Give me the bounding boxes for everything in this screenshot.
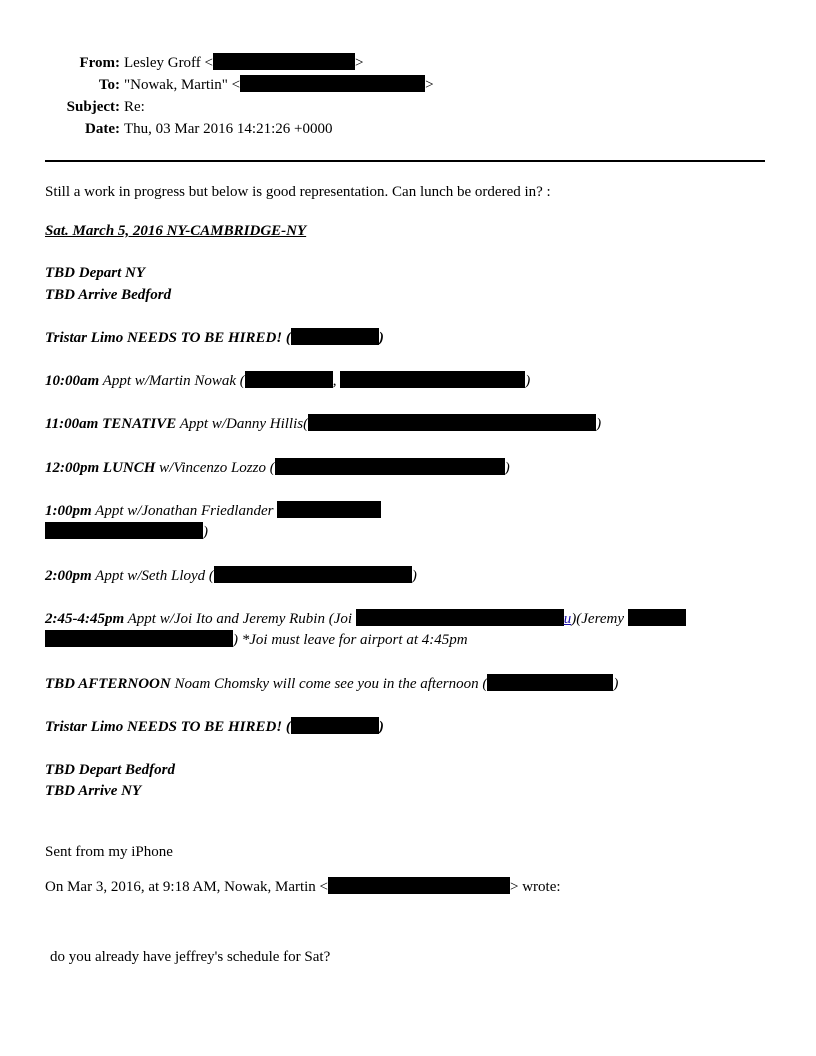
event-245pm: 2:45-4:45pm Appt w/Joi Ito and Jeremy Rubin (Joi u)(Jeremy <box>45 609 686 629</box>
email-link[interactable]: u <box>563 611 572 627</box>
from-label: From: <box>79 55 120 71</box>
redaction-box <box>291 328 379 345</box>
header-divider <box>45 160 765 162</box>
redaction-box <box>628 609 686 626</box>
limo-note-2: Tristar Limo NEEDS TO BE HIRED! ( ) <box>45 719 384 735</box>
from-name: Lesley Groff < <box>124 55 213 71</box>
to-name: "Nowak, Martin" < <box>124 77 241 93</box>
event-afternoon: TBD AFTERNOON Noam Chomsky will come see you in the afternoon ( ) <box>45 676 619 692</box>
event-1pm: 1:00pm Appt w/Jonathan Friedlander <box>45 501 381 521</box>
depart-ny: TBD Depart NY <box>45 265 145 281</box>
redaction-box <box>240 75 425 92</box>
redaction-box <box>340 371 525 388</box>
redaction-box <box>487 674 613 691</box>
redaction-box <box>275 458 505 475</box>
redaction-box <box>45 630 233 647</box>
subject-label: Subject: <box>66 99 120 115</box>
redaction-box <box>308 414 596 431</box>
redaction-box <box>277 501 381 518</box>
redaction-box <box>45 522 203 539</box>
signature: Sent from my iPhone <box>45 844 173 860</box>
to-value: "Nowak, Martin" < > <box>124 77 434 93</box>
event-1pm-cont: ) <box>45 522 208 542</box>
arrive-bedford: TBD Arrive Bedford <box>45 287 172 303</box>
redaction-box <box>291 717 379 734</box>
depart-bedford: TBD Depart Bedford <box>45 762 175 778</box>
to-label: To: <box>98 77 120 93</box>
event-11am: 11:00am TENATIVE Appt w/Danny Hillis( ) <box>45 416 602 432</box>
quoted-message: do you already have jeffrey's schedule for Sat? <box>50 949 331 965</box>
event-12pm: 12:00pm LUNCH w/Vincenzo Lozzo ( ) <box>45 460 510 476</box>
event-2pm: 2:00pm Appt w/Seth Lloyd ( ) <box>45 568 417 584</box>
event-10am: 10:00am Appt w/Martin Nowak ( , ) <box>45 373 531 389</box>
redaction-box <box>328 877 510 894</box>
redaction-box <box>214 566 412 583</box>
limo-note-1: Tristar Limo NEEDS TO BE HIRED! ( ) <box>45 330 384 346</box>
quote-intro: On Mar 3, 2016, at 9:18 AM, Nowak, Martin < > wrote: <box>45 879 561 895</box>
arrive-ny: TBD Arrive NY <box>45 783 142 799</box>
from-value: Lesley Groff < > <box>124 55 364 71</box>
subject-value: Re: <box>124 99 145 115</box>
date-value: Thu, 03 Mar 2016 14:21:26 +0000 <box>124 121 333 137</box>
event-245pm-cont: ) *Joi must leave for airport at 4:45pm <box>45 630 468 650</box>
redaction-box <box>245 371 333 388</box>
redaction-box <box>213 53 355 70</box>
intro-text: Still a work in progress but below is good representation. Can lunch be ordered in? : <box>45 184 551 200</box>
date-label: Date: <box>85 121 120 137</box>
redaction-box <box>356 609 564 626</box>
trip-title: Sat. March 5, 2016 NY-CAMBRIDGE-NY <box>45 223 307 239</box>
